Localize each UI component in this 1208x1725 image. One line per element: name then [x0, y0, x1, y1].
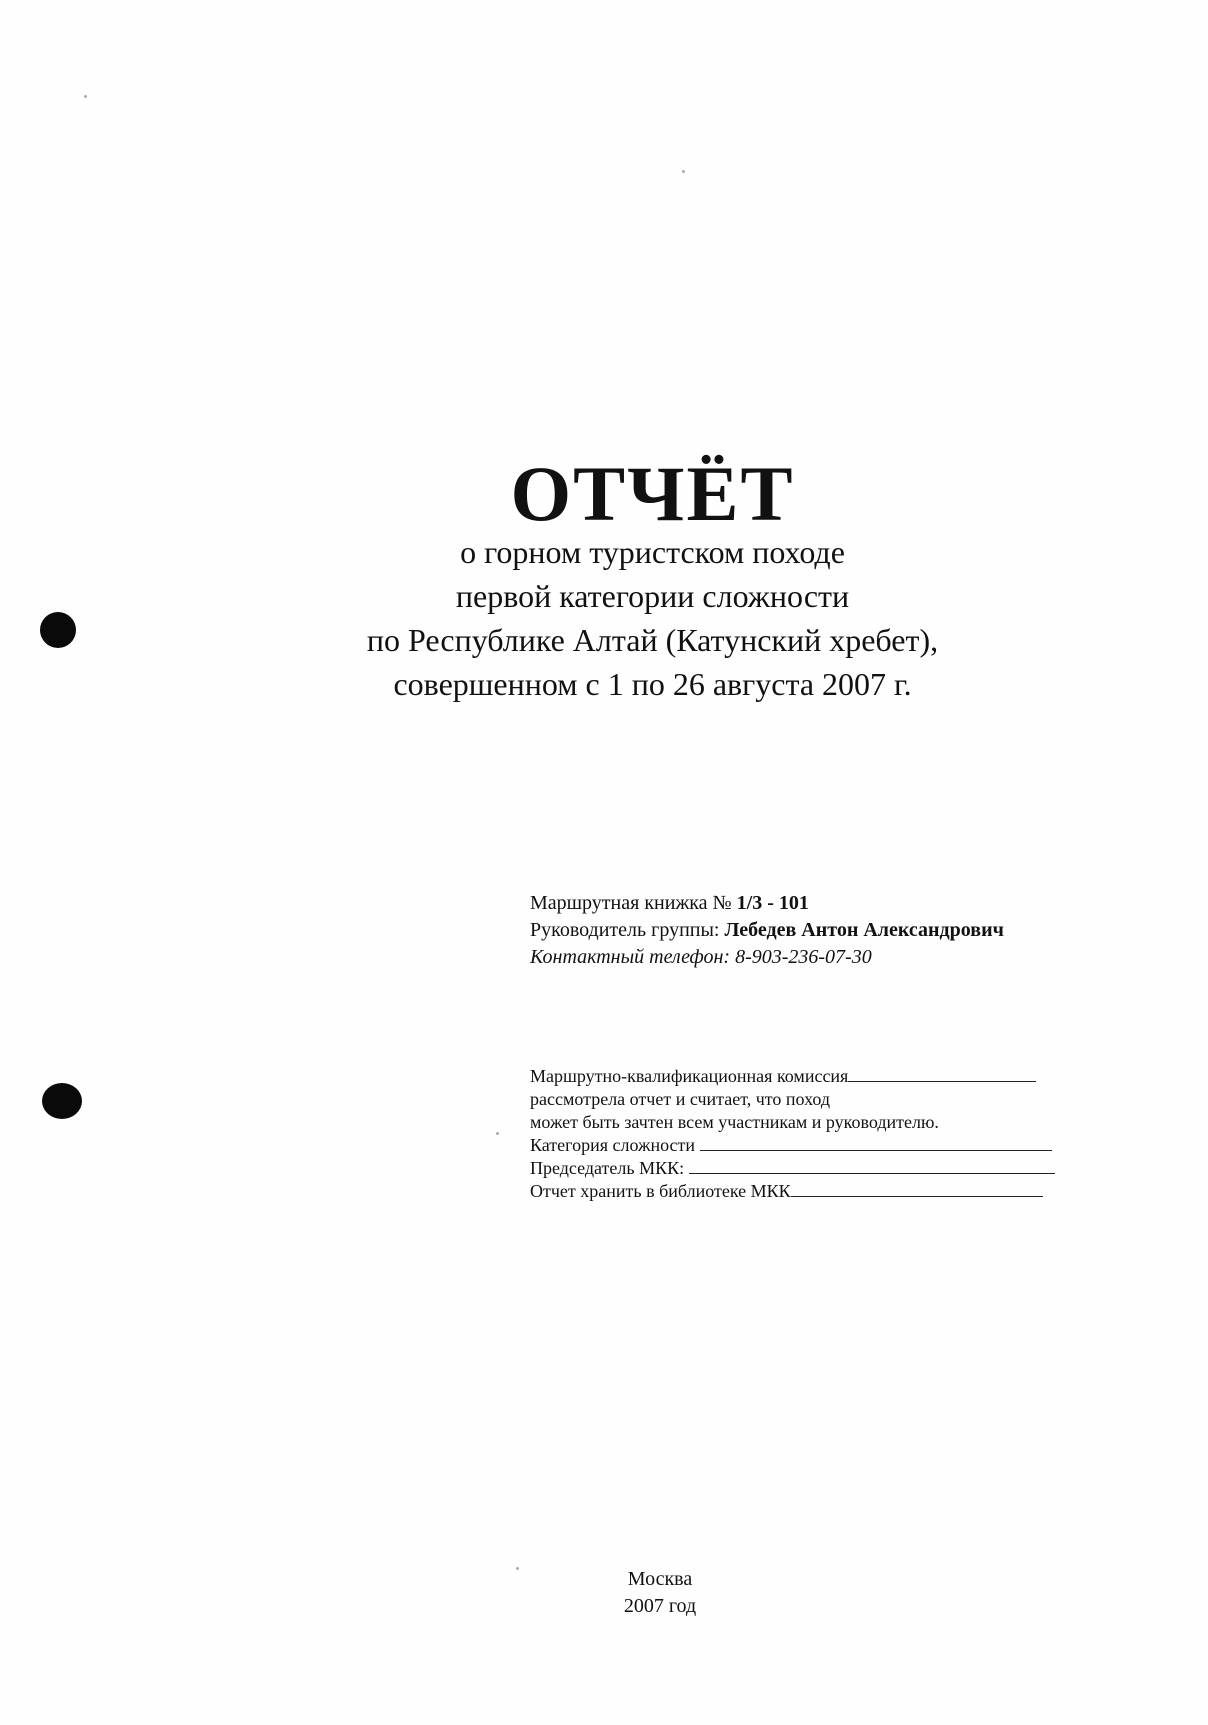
report-subtitle — [0, 530, 1208, 706]
scan-speck — [84, 95, 87, 98]
fill-in-line — [700, 1135, 1052, 1151]
subtitle-line: по Республике Алтай (Катунский хребет), — [366, 622, 939, 658]
fill-in-line — [791, 1181, 1043, 1197]
commission-line: рассмотрела отчет и считает, что поход — [530, 1089, 831, 1109]
scan-speck — [496, 1132, 499, 1135]
commission-line — [530, 1065, 1055, 1088]
commission-name-label: Маршрутно-квалификационная комиссия — [530, 1066, 849, 1086]
group-leader-label: Руководитель группы: — [530, 919, 720, 941]
footer-block — [545, 1566, 775, 1620]
report-title: ОТЧЁТ — [510, 450, 795, 537]
subtitle-line: о горном туристском походе — [460, 534, 845, 570]
commission-line — [530, 1134, 1055, 1157]
route-book-label: Маршрутная книжка № — [530, 892, 732, 914]
fill-in-line — [848, 1066, 1036, 1082]
subtitle-line: совершенном с 1 по 26 августа 2007 г. — [393, 666, 912, 702]
route-book-number: 1/3 - 101 — [736, 892, 809, 914]
chairman-label: Председатель МКК: — [530, 1158, 685, 1178]
scan-speck — [682, 170, 685, 173]
route-book-line — [530, 890, 1004, 917]
footer-year: 2007 год — [623, 1595, 697, 1617]
commission-block — [530, 1065, 1055, 1203]
fill-in-line — [689, 1158, 1055, 1174]
difficulty-category-label: Категория сложности — [530, 1135, 696, 1155]
commission-line — [530, 1157, 1055, 1180]
footer-city: Москва — [627, 1568, 693, 1590]
subtitle-line: первой категории сложности — [455, 578, 850, 614]
group-leader-name: Лебедев Антон Александрович — [724, 919, 1004, 941]
contact-phone-line: Контактный телефон: 8-903-236-07-30 — [530, 946, 872, 968]
library-storage-label: Отчет хранить в библиотеке МКК — [530, 1181, 791, 1201]
punch-hole-bottom — [42, 1083, 82, 1119]
commission-line: может быть зачтен всем участникам и руководителю. — [530, 1112, 939, 1132]
route-info-block — [530, 890, 1004, 971]
commission-line — [530, 1180, 1055, 1203]
scan-speck — [516, 1567, 519, 1570]
group-leader-line — [530, 917, 1004, 944]
